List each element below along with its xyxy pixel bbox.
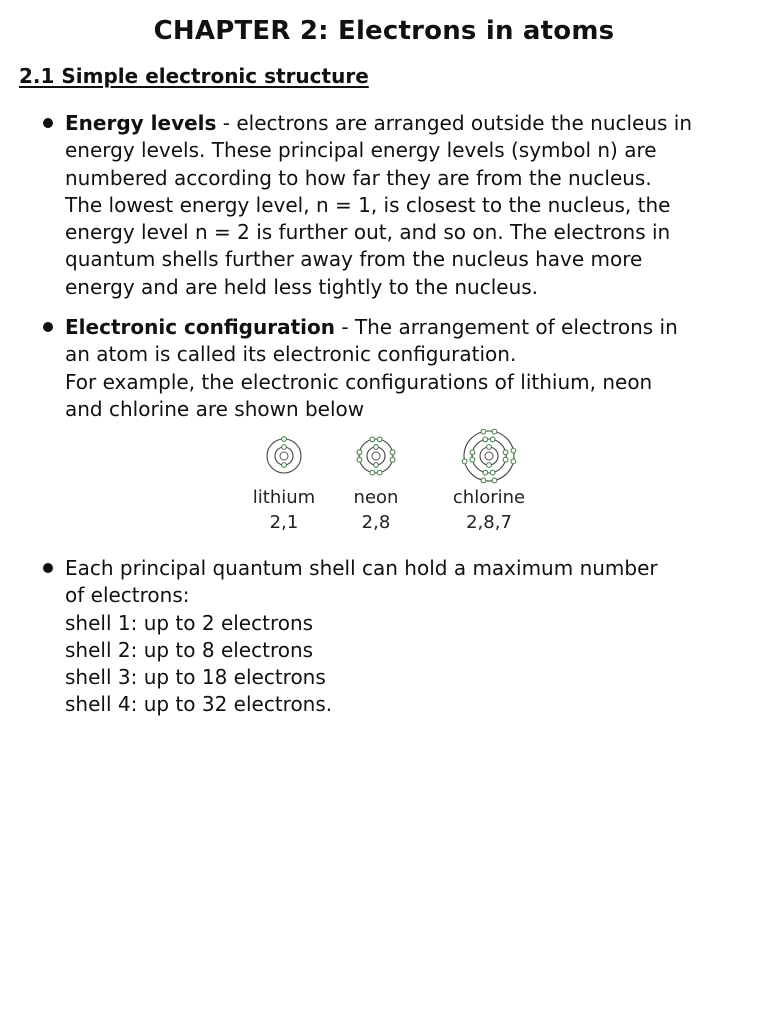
lithium-shell-diagram	[232, 424, 336, 486]
atom-name-chlorine: chlorine	[452, 487, 526, 508]
electron	[370, 437, 375, 442]
atom-name-lithium: lithium	[252, 487, 316, 508]
paragraph-line: Energy levels - electrons are arranged outside the nucleus in	[65, 111, 693, 135]
chapter-title: CHAPTER 2: Electrons in atoms	[153, 16, 615, 46]
atom-name-neon: neon	[353, 487, 399, 508]
atom-neon	[324, 424, 428, 542]
electron	[492, 478, 497, 483]
electron	[390, 457, 395, 462]
electron	[374, 463, 379, 468]
electron	[487, 463, 492, 468]
electron	[492, 429, 497, 434]
bullet-dot	[43, 563, 53, 573]
bullet-paragraph	[65, 555, 755, 719]
electron	[282, 463, 287, 468]
electron	[511, 448, 516, 453]
paragraph-line: energy and are held less tightly to the nucleus.	[65, 274, 539, 299]
paragraph-line: The lowest energy level, n = 1, is closest to the nucleus, the	[65, 192, 671, 217]
paragraph-line: and chlorine are shown below	[65, 396, 365, 421]
atom-chlorine	[437, 424, 541, 542]
paragraph-line: Each principal quantum shell can hold a maximum number	[65, 556, 658, 580]
nucleus	[280, 452, 288, 460]
electron	[374, 445, 379, 450]
shell-capacity-line: shell 1: up to 2 electrons	[65, 610, 314, 635]
nucleus	[372, 452, 380, 460]
paragraph-line: numbered according to how far they are from the nucleus.	[65, 165, 652, 190]
bullet-paragraph	[65, 314, 755, 423]
electron	[483, 437, 488, 442]
electron	[370, 470, 375, 475]
electron	[470, 450, 475, 455]
neon-shell-diagram	[324, 424, 428, 486]
electron-configuration-figure	[232, 424, 544, 542]
paragraph-line: of electrons:	[65, 583, 190, 608]
section-heading: 2.1 Simple electronic structure	[19, 64, 369, 88]
paragraph-line: an atom is called its electronic configuration.	[65, 342, 517, 367]
chlorine-shell-diagram	[437, 424, 541, 486]
atom-configuration-lithium: 2,1	[269, 512, 299, 533]
electron	[470, 457, 475, 462]
electron	[462, 459, 467, 464]
term-energy-levels: Energy levels	[65, 111, 217, 135]
electron	[357, 450, 362, 455]
paragraph-line: quantum shells further away from the nucleus have more	[65, 247, 643, 272]
electron	[282, 437, 287, 442]
bullet-paragraph	[65, 110, 755, 301]
electron	[481, 478, 486, 483]
electron	[503, 450, 508, 455]
atom-configuration-neon: 2,8	[361, 512, 391, 533]
electron	[487, 445, 492, 450]
shell-capacity-line: shell 3: up to 18 electrons	[65, 665, 326, 690]
atom-configuration-chlorine: 2,8,7	[466, 512, 512, 533]
nucleus	[485, 452, 493, 460]
term-electronic-configuration: Electronic configuration	[65, 315, 335, 339]
electron	[511, 459, 516, 464]
electron	[481, 429, 486, 434]
electron	[490, 437, 495, 442]
bullet-dot	[43, 118, 53, 128]
shell-capacity-line: shell 4: up to 32 electrons.	[65, 692, 333, 717]
electron	[377, 470, 382, 475]
paragraph-line: Electronic configuration - The arrangement of electrons in	[65, 315, 678, 339]
paragraph-line: For example, the electronic configurations of lithium, neon	[65, 369, 653, 394]
electron	[357, 457, 362, 462]
electron	[390, 450, 395, 455]
atom-lithium	[232, 424, 336, 542]
electron	[503, 457, 508, 462]
electron	[282, 445, 287, 450]
electron	[483, 470, 488, 475]
paragraph-line: energy level n = 2 is further out, and so on. The electrons in	[65, 220, 671, 245]
bullet-dot	[43, 322, 53, 332]
electron	[490, 470, 495, 475]
electron	[377, 437, 382, 442]
paragraph-line: energy levels. These principal energy levels (symbol n) are	[65, 138, 657, 163]
shell-capacity-line: shell 2: up to 8 electrons	[65, 637, 314, 662]
